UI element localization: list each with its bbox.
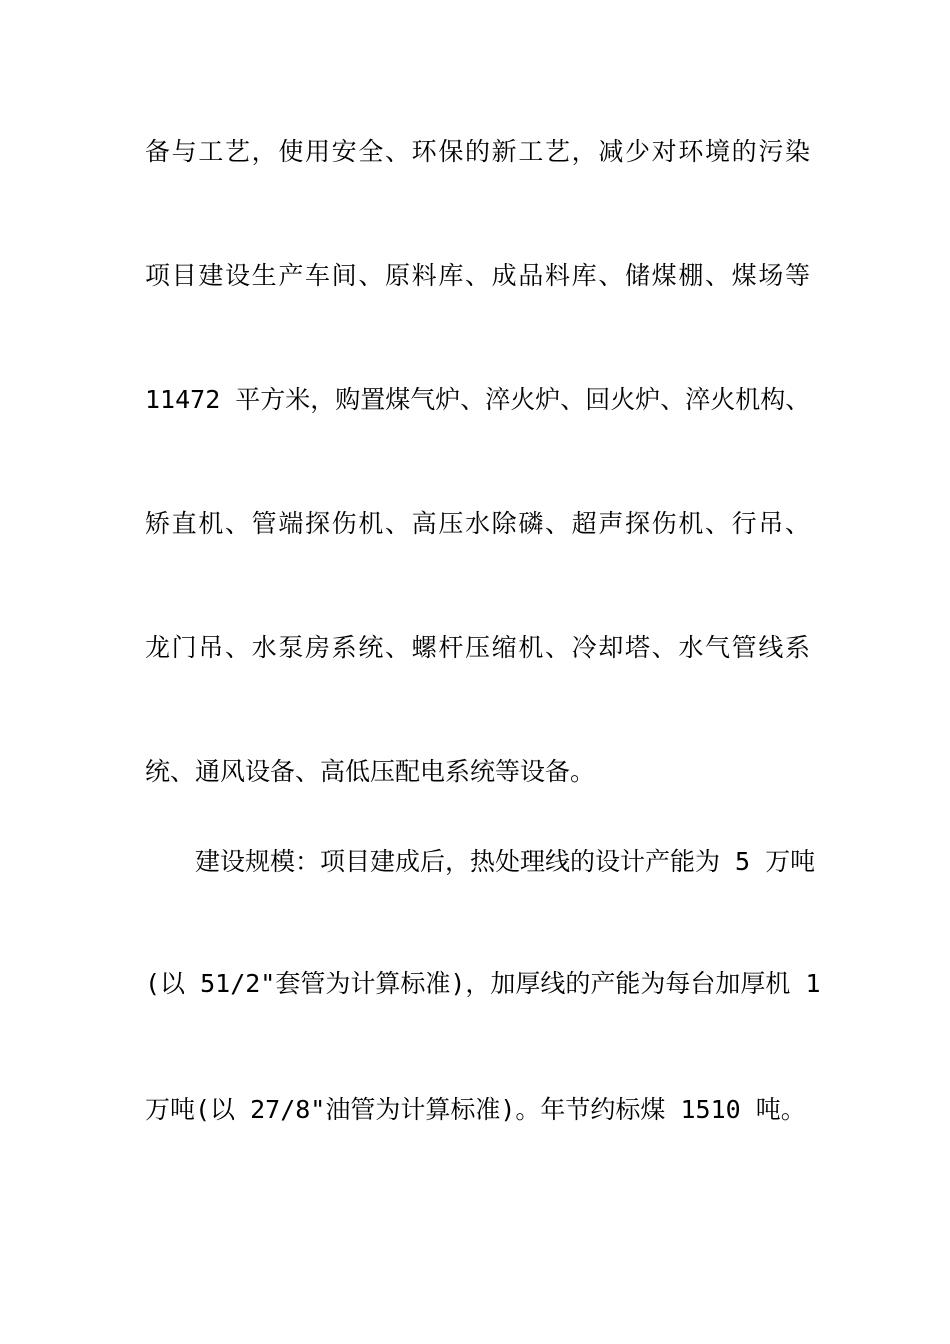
text-line-3: 11472 平方米，购置煤气炉、淬火炉、回火炉、淬火机构、 (145, 385, 811, 414)
text-line-7: 建设规模：项目建成后，热处理线的设计产能为 5 万吨 (195, 847, 816, 876)
text-line-1: 备与工艺，使用安全、环保的新工艺，减少对环境的污染 (145, 137, 810, 166)
text-line-5: 龙门吊、水泵房系统、螺杆压缩机、冷却塔、水气管线系 (145, 633, 810, 662)
text-line-8: (以 51/2"套管为计算标准)，加厚线的产能为每台加厚机 1 (145, 969, 821, 998)
text-line-9: 万吨(以 27/8"油管为计算标准)。年节约标煤 1510 吨。 (145, 1095, 806, 1124)
text-line-6: 统、通风设备、高低压配电系统等设备。 (145, 757, 596, 786)
text-line-2: 项目建设生产车间、原料库、成品料库、储煤棚、煤场等 (145, 261, 810, 290)
text-line-4: 矫直机、管端探伤机、高压水除磷、超声探伤机、行吊、 (145, 509, 810, 538)
